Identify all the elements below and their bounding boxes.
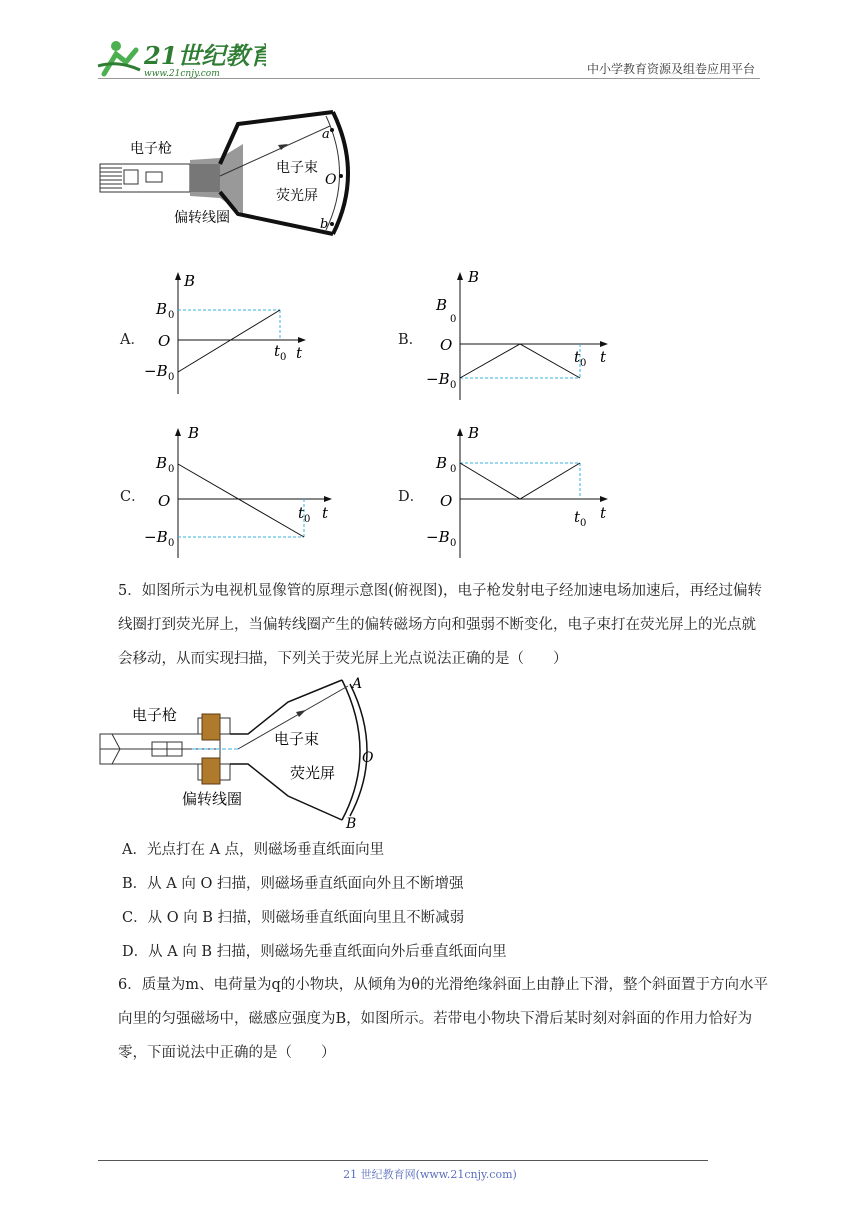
question-6-stem: 6．质量为m、电荷量为q的小物块，从倾角为θ的光滑绝缘斜面上由静止下滑，整个斜面置于方向水平向里的匀强磁场中，磁感应强度为B，如图所示。若带电小物块下滑后某时刻对斜面的作用力恰好为零，下面说法中正确的是（ ） xyxy=(118,977,768,1061)
option-b-label: B． xyxy=(398,332,424,348)
svg-text:电子枪: 电子枪 xyxy=(132,706,178,724)
svg-text:−B: −B xyxy=(426,370,450,388)
footer-text[interactable]: 21 世纪教育网(www.21cnjy.com) xyxy=(343,1168,517,1181)
svg-text:21世纪教育: 21世纪教育 xyxy=(144,41,266,70)
svg-text:−B: −B xyxy=(426,528,450,546)
svg-text:www.21cnjy.com: www.21cnjy.com xyxy=(144,69,220,78)
svg-text:0: 0 xyxy=(168,538,175,549)
svg-text:t: t xyxy=(600,348,607,366)
svg-text:t: t xyxy=(322,504,329,522)
svg-text:t: t xyxy=(298,504,305,522)
svg-text:0: 0 xyxy=(168,372,175,383)
svg-text:B: B xyxy=(436,454,448,472)
svg-text:t: t xyxy=(274,342,281,360)
svg-text:电子枪: 电子枪 xyxy=(130,141,172,157)
svg-text:−B: −B xyxy=(144,528,168,546)
svg-text:O: O xyxy=(440,492,453,510)
option-a-label: A． xyxy=(120,332,145,348)
crt-figure-2 xyxy=(98,674,388,838)
svg-text:B: B xyxy=(184,272,196,290)
svg-text:偏转线圈: 偏转线圈 xyxy=(174,210,230,226)
svg-text:电子束: 电子束 xyxy=(274,730,320,748)
svg-text:0: 0 xyxy=(280,352,287,363)
svg-text:0: 0 xyxy=(580,358,587,369)
svg-text:a: a xyxy=(322,127,330,142)
svg-text:B: B xyxy=(156,454,168,472)
svg-text:0: 0 xyxy=(168,310,175,321)
svg-text:0: 0 xyxy=(580,518,587,529)
svg-text:B: B xyxy=(346,816,357,832)
graph-a xyxy=(142,266,322,400)
svg-text:O: O xyxy=(325,172,337,188)
svg-text:B: B xyxy=(468,424,480,442)
svg-text:B: B xyxy=(436,296,448,314)
svg-text:荧光屏: 荧光屏 xyxy=(276,188,318,204)
option-c-label: C． xyxy=(120,489,146,505)
logo-icon xyxy=(96,36,266,78)
svg-text:B: B xyxy=(156,300,168,318)
svg-text:A: A xyxy=(352,676,363,692)
svg-text:0: 0 xyxy=(450,380,457,391)
svg-text:0: 0 xyxy=(450,464,457,475)
q5-option-a[interactable]: A．光点打在 A 点，则磁场垂直纸面向里 xyxy=(122,842,385,858)
footer-divider xyxy=(98,1160,708,1161)
svg-text:电子束: 电子束 xyxy=(276,160,318,176)
svg-text:t: t xyxy=(600,504,607,522)
svg-text:t: t xyxy=(574,508,581,526)
svg-text:t: t xyxy=(296,344,303,362)
logo xyxy=(96,36,266,82)
svg-text:−B: −B xyxy=(144,362,168,380)
svg-text:t: t xyxy=(574,348,581,366)
graph-d xyxy=(424,422,624,564)
svg-text:荧光屏: 荧光屏 xyxy=(290,764,336,782)
svg-text:O: O xyxy=(158,492,171,510)
question-5-stem: 5．如图所示为电视机显像管的原理示意图(俯视图)，电子枪发射电子经加速电场加速后，再经过偏转线圈打到荧光屏上，当偏转线圈产生的偏转磁场方向和强弱不断变化，电子束打在荧光屏上的光点就会移动，从而实现扫描，下列关于荧光屏上光点说法正确的是（ ） xyxy=(118,583,763,667)
graph-c xyxy=(142,422,342,564)
svg-text:0: 0 xyxy=(450,538,457,549)
svg-text:O: O xyxy=(440,336,453,354)
q5-option-c[interactable]: C．从 O 向 B 扫描，则磁场垂直纸面向里且不断减弱 xyxy=(122,910,465,926)
option-d-label: D． xyxy=(398,489,425,505)
svg-text:0: 0 xyxy=(168,464,175,475)
svg-text:O: O xyxy=(158,332,171,350)
svg-text:B: B xyxy=(188,424,200,442)
svg-text:偏转线圈: 偏转线圈 xyxy=(182,790,243,808)
svg-text:0: 0 xyxy=(450,314,457,325)
q5-option-d[interactable]: D．从 A 向 B 扫描，则磁场先垂直纸面向外后垂直纸面向里 xyxy=(122,944,507,960)
q5-option-b[interactable]: B．从 A 向 O 扫描，则磁场垂直纸面向外且不断增强 xyxy=(122,876,464,892)
header-divider xyxy=(98,78,760,79)
crt-figure-1 xyxy=(98,104,358,248)
graph-b xyxy=(424,266,624,408)
svg-text:O: O xyxy=(362,750,374,766)
header-title: 中小学教育资源及组卷应用平台 xyxy=(586,62,755,76)
svg-text:b: b xyxy=(320,217,329,232)
svg-text:0: 0 xyxy=(304,514,311,525)
svg-text:B: B xyxy=(468,268,480,286)
